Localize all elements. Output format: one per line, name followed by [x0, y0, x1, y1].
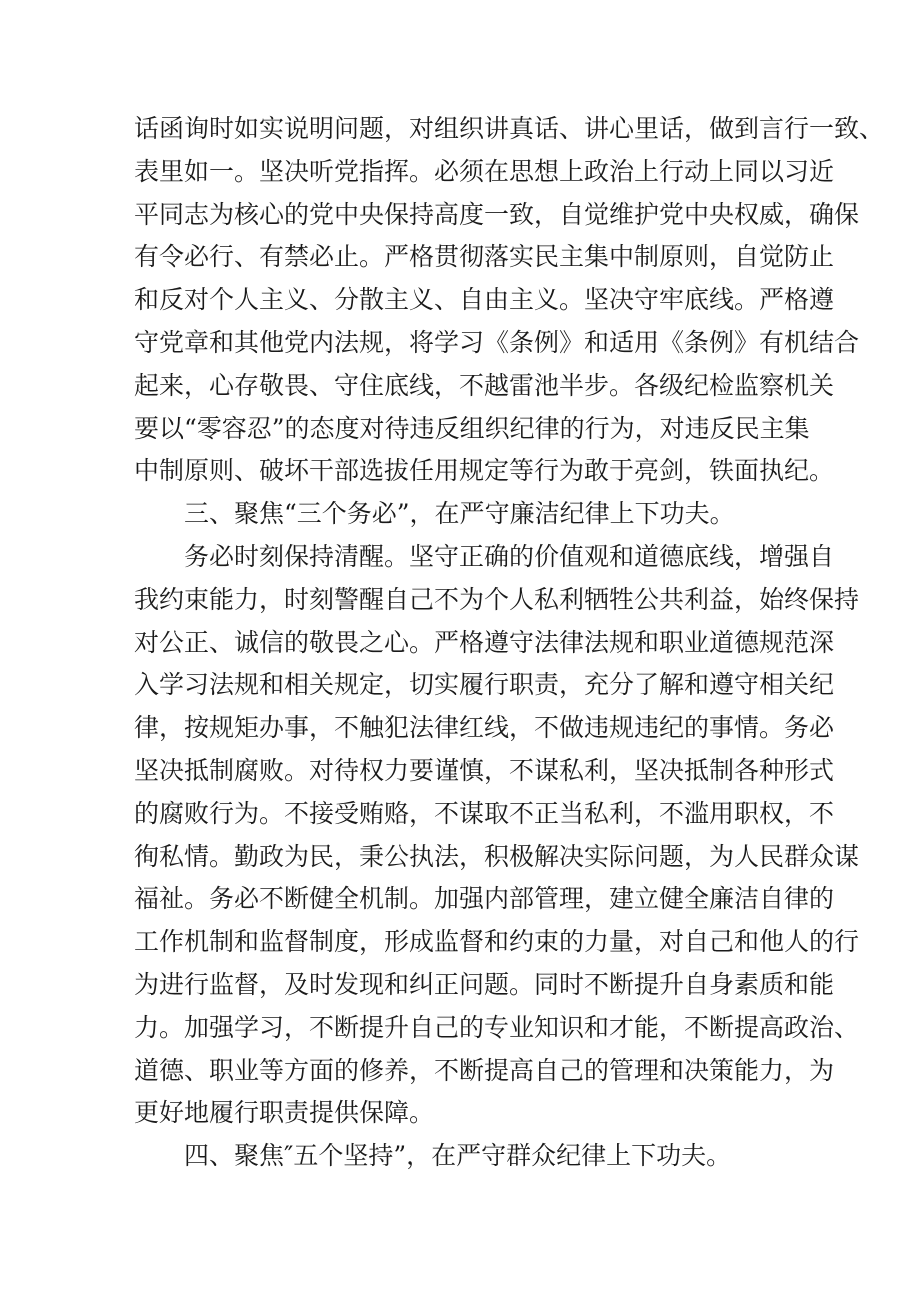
text-line: 有令必行、有禁必止。严格贯彻落实民主集中制原则，自觉防止: [134, 242, 835, 272]
paragraph-first-line: 三、聚焦“三个务必”，在严守廉洁纪律上下功夫。: [184, 499, 735, 529]
text-line: 律，按规矩办事，不触犯法律红线，不做违规违纪的事情。务必: [134, 713, 835, 743]
text-line: 守党章和其他党内法规，将学习《条例》和适用《条例》有机结合: [134, 327, 860, 357]
text-line: 对公正、诚信的敬畏之心。严格遵守法律法规和职业道德规范深: [134, 627, 835, 657]
text-line: 力。加强学习，不断提升自己的专业知识和才能，不断提高政治、: [134, 1012, 860, 1042]
text-line: 坚决抵制腐败。对待权力要谨慎，不谋私利，坚决抵制各种形式: [134, 755, 835, 785]
text-line: 要以“零容忍”的态度对待违反组织纪律的行为，对违反民主集: [134, 413, 810, 443]
body-text: [134, 108, 885, 1178]
text-line: 道德、职业等方面的修养，不断提高自己的管理和决策能力，为: [134, 1055, 835, 1085]
text-line: 我约束能力，时刻警醒自己不为个人私利牺牲公共利益，始终保持: [134, 584, 860, 614]
text-line: 起来，心存敬畏、守住底线，不越雷池半步。各级纪检监察机关: [134, 370, 835, 400]
text-line: 话函询时如实说明问题，对组织讲真话、讲心里话，做到言行一致、: [134, 114, 885, 143]
paragraph-first-line: 务必时刻保持清醒。坚守正确的价值观和道德底线，增强自: [184, 541, 835, 571]
text-line: 为进行监督，及时发现和纠正问题。同时不断提升自身素质和能: [134, 969, 835, 999]
text-line: 福祉。务必不断健全机制。加强内部管理，建立健全廉洁自律的: [134, 884, 835, 914]
text-line: 工作机制和监督制度，形成监督和约束的力量，对自己和他人的行: [134, 927, 860, 957]
text-line: 的腐败行为。不接受贿赂，不谋取不正当私利，不滥用职权，不: [134, 798, 835, 828]
text-line: 平同志为核心的党中央保持高度一致，自觉维护党中央权威，确保: [134, 199, 860, 229]
text-line: 表里如一。坚决听党指挥。必须在思想上政治上行动上同以习近: [134, 156, 835, 186]
text-line: 徇私情。勤政为民，秉公执法，积极解决实际问题，为人民群众谋: [134, 841, 860, 871]
text-line: 入学习法规和相关规定，切实履行职责，充分了解和遵守相关纪: [134, 670, 835, 700]
text-line: 更好地履行职责提供保障。: [134, 1098, 435, 1128]
paragraph-first-line: 四、聚焦″五个坚持”，在严守群众纪律上下功夫。: [184, 1141, 732, 1171]
text-line: 和反对个人主义、分散主义、自由主义。坚决守牢底线。严格遵: [134, 285, 835, 315]
text-line: 中制原则、破坏干部选拔任用规定等行为敢于亮剑，铁面执纪。: [134, 456, 835, 486]
